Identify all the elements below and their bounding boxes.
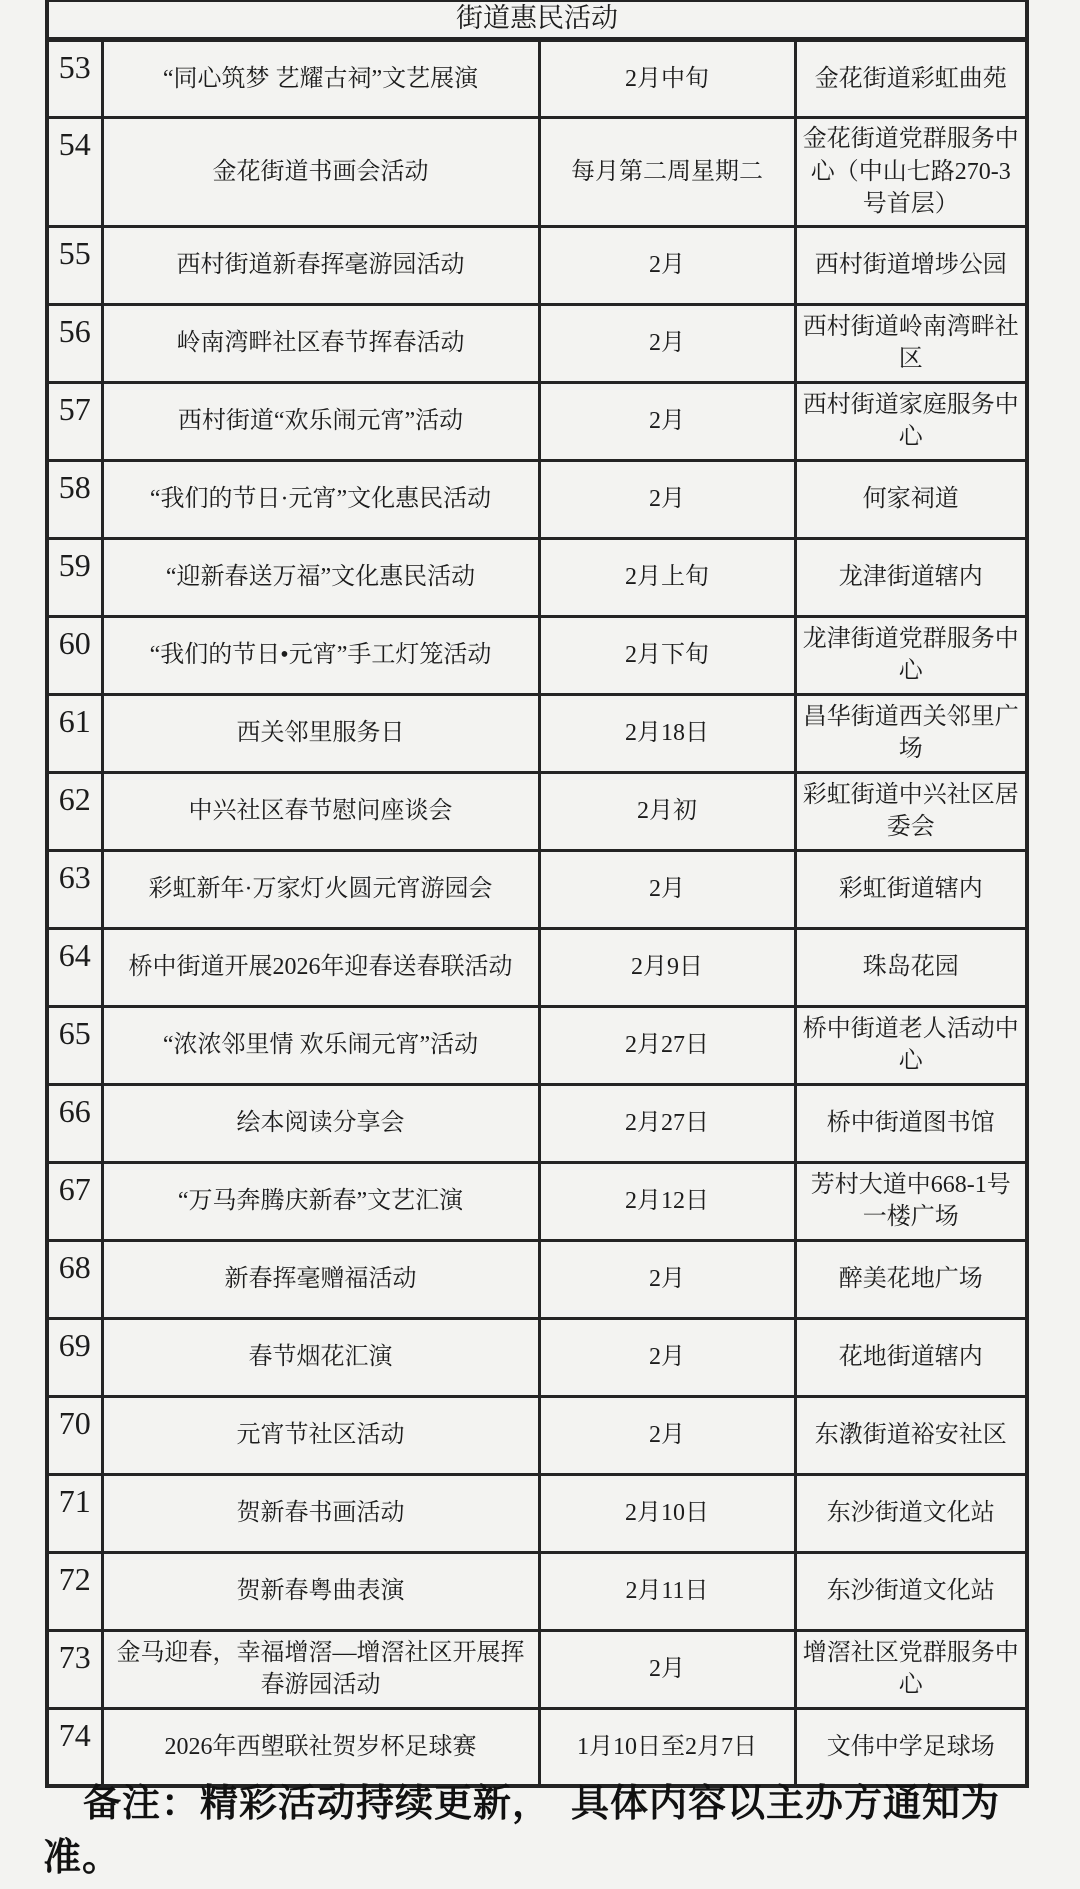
activity-name: 彩虹新年·万家灯火圆元宵游园会 (102, 850, 539, 928)
activity-date: 2月 (539, 1630, 795, 1708)
row-number: 55 (47, 226, 102, 304)
activity-date: 每月第二周星期二 (539, 118, 795, 227)
activity-location: 金花街道党群服务中心（中山七路270-3号首层） (795, 118, 1027, 227)
activity-location: 珠岛花园 (795, 928, 1027, 1006)
table-row (47, 40, 1027, 118)
activity-name: 新春挥毫赠福活动 (102, 1240, 539, 1318)
table-row (47, 1708, 1027, 1786)
activity-location: 西村街道岭南湾畔社区 (795, 304, 1027, 382)
activity-name: 西关邻里服务日 (102, 694, 539, 772)
row-number: 60 (47, 616, 102, 694)
activity-date: 2月9日 (539, 928, 795, 1006)
table-row (47, 538, 1027, 616)
table-header-row (47, 0, 1027, 40)
activity-name: “万马奔腾庆新春”文艺汇演 (102, 1162, 539, 1240)
activity-date: 2月27日 (539, 1084, 795, 1162)
activity-date: 2月10日 (539, 1474, 795, 1552)
table-row (47, 460, 1027, 538)
activity-date: 2月下旬 (539, 616, 795, 694)
activity-location: 东漖街道裕安社区 (795, 1396, 1027, 1474)
activity-date: 2月 (539, 226, 795, 304)
table-row (47, 1162, 1027, 1240)
row-number: 63 (47, 850, 102, 928)
activity-name: “我们的节日·元宵”文化惠民活动 (102, 460, 539, 538)
activity-name: 春节烟花汇演 (102, 1318, 539, 1396)
row-number: 64 (47, 928, 102, 1006)
activity-date: 2月27日 (539, 1006, 795, 1084)
table-row (47, 304, 1027, 382)
row-number: 54 (47, 118, 102, 227)
activity-date: 2月 (539, 382, 795, 460)
table-row (47, 772, 1027, 850)
activity-location: 桥中街道老人活动中心 (795, 1006, 1027, 1084)
activity-location: 增滘社区党群服务中心 (795, 1630, 1027, 1708)
activity-location: 东沙街道文化站 (795, 1474, 1027, 1552)
activity-date: 2月初 (539, 772, 795, 850)
activity-name: 金花街道书画会活动 (102, 118, 539, 227)
activity-date: 2月上旬 (539, 538, 795, 616)
row-number: 67 (47, 1162, 102, 1240)
table-row (47, 928, 1027, 1006)
activity-name: 金马迎春，幸福增滘—增滘社区开展挥春游园活动 (102, 1630, 539, 1708)
table-row (47, 1474, 1027, 1552)
activity-date: 2月 (539, 850, 795, 928)
table-row (47, 1240, 1027, 1318)
table-row (47, 382, 1027, 460)
activity-date: 1月10日至2月7日 (539, 1708, 795, 1786)
activity-name: “同心筑梦 艺耀古祠”文艺展演 (102, 40, 539, 118)
activity-name: 贺新春粤曲表演 (102, 1552, 539, 1630)
activity-location: 文伟中学足球场 (795, 1708, 1027, 1786)
activity-location: 西村街道家庭服务中心 (795, 382, 1027, 460)
activity-date: 2月中旬 (539, 40, 795, 118)
activity-date: 2月 (539, 1240, 795, 1318)
row-number: 65 (47, 1006, 102, 1084)
activity-table (45, 0, 1029, 1788)
activity-name: 元宵节社区活动 (102, 1396, 539, 1474)
activity-date: 2月12日 (539, 1162, 795, 1240)
table-row (47, 118, 1027, 227)
footer-note: 备注：精彩活动持续更新， 具体内容以主办方通知为准。 (43, 1783, 1001, 1879)
activity-location: 东沙街道文化站 (795, 1552, 1027, 1630)
activity-location: 花地街道辖内 (795, 1318, 1027, 1396)
activity-date: 2月11日 (539, 1552, 795, 1630)
row-number: 73 (47, 1630, 102, 1708)
activity-location: 彩虹街道中兴社区居委会 (795, 772, 1027, 850)
activity-location: 醉美花地广场 (795, 1240, 1027, 1318)
row-number: 59 (47, 538, 102, 616)
activity-name: “迎新春送万福”文化惠民活动 (102, 538, 539, 616)
row-number: 61 (47, 694, 102, 772)
row-number: 70 (47, 1396, 102, 1474)
row-number: 56 (47, 304, 102, 382)
table-row (47, 1318, 1027, 1396)
activity-name: 中兴社区春节慰问座谈会 (102, 772, 539, 850)
row-number: 53 (47, 40, 102, 118)
activity-location: 桥中街道图书馆 (795, 1084, 1027, 1162)
table-row (47, 850, 1027, 928)
activity-date: 2月 (539, 1396, 795, 1474)
table-row (47, 1006, 1027, 1084)
activity-location: 彩虹街道辖内 (795, 850, 1027, 928)
table-title: 街道惠民活动 (47, 0, 1027, 40)
row-number: 62 (47, 772, 102, 850)
activity-name: 贺新春书画活动 (102, 1474, 539, 1552)
row-number: 66 (47, 1084, 102, 1162)
activity-name: 2026年西塱联社贺岁杯足球赛 (102, 1708, 539, 1786)
row-number: 71 (47, 1474, 102, 1552)
row-number: 74 (47, 1708, 102, 1786)
activity-name: 西村街道新春挥毫游园活动 (102, 226, 539, 304)
activity-location: 龙津街道辖内 (795, 538, 1027, 616)
row-number: 68 (47, 1240, 102, 1318)
row-number: 57 (47, 382, 102, 460)
activity-location: 芳村大道中668-1号一楼广场 (795, 1162, 1027, 1240)
activity-date: 2月 (539, 304, 795, 382)
activity-location: 昌华街道西关邻里广场 (795, 694, 1027, 772)
table-row (47, 1552, 1027, 1630)
activity-location: 何家祠道 (795, 460, 1027, 538)
activity-name: 桥中街道开展2026年迎春送春联活动 (102, 928, 539, 1006)
activity-date: 2月 (539, 460, 795, 538)
activity-name: “我们的节日•元宵”手工灯笼活动 (102, 616, 539, 694)
activity-name: 西村街道“欢乐闹元宵”活动 (102, 382, 539, 460)
table-row (47, 226, 1027, 304)
table-row (47, 694, 1027, 772)
row-number: 58 (47, 460, 102, 538)
row-number: 69 (47, 1318, 102, 1396)
activity-location: 西村街道增埗公园 (795, 226, 1027, 304)
table-row (47, 1630, 1027, 1708)
row-number: 72 (47, 1552, 102, 1630)
activity-name: 岭南湾畔社区春节挥春活动 (102, 304, 539, 382)
activity-name: 绘本阅读分享会 (102, 1084, 539, 1162)
activity-date: 2月18日 (539, 694, 795, 772)
activity-name: “浓浓邻里情 欢乐闹元宵”活动 (102, 1006, 539, 1084)
activity-date: 2月 (539, 1318, 795, 1396)
table-body (47, 40, 1027, 1787)
table-row (47, 1396, 1027, 1474)
table-row (47, 1084, 1027, 1162)
activity-location: 金花街道彩虹曲苑 (795, 40, 1027, 118)
table-row (47, 616, 1027, 694)
activity-location: 龙津街道党群服务中心 (795, 616, 1027, 694)
